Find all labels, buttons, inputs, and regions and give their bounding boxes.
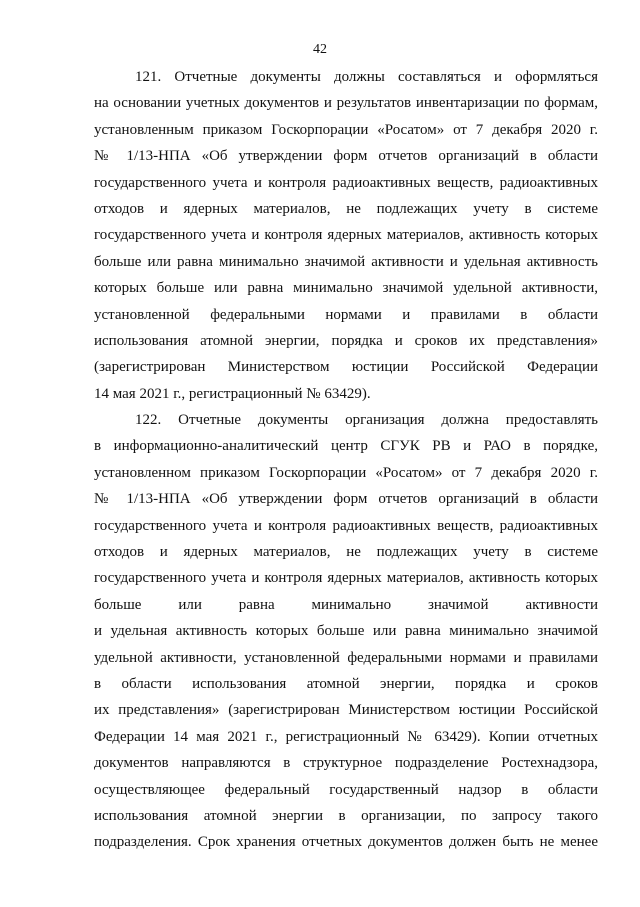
document-body <box>94 64 598 856</box>
paragraph-line: государственного учета и контроля ядерных материалов, активность которых <box>94 570 598 587</box>
paragraph-line: документов направляются в структурное подразделение Ростехнадзора, <box>94 755 598 772</box>
paragraph-line: отходов и ядерных материалов, не подлежащих учету в системе <box>94 200 598 217</box>
paragraph-line: № 1/13-НПА «Об утверждении форм отчетов организаций в области <box>94 491 598 508</box>
paragraph-line: Федерации 14 мая 2021 г., регистрационный № 63429). Копии отчетных <box>94 728 598 745</box>
page-number: 42 <box>313 42 327 57</box>
paragraph-line: в информационно-аналитический центр СГУК РВ и РАО в порядке, <box>94 438 598 455</box>
paragraph-121 <box>94 64 598 407</box>
paragraph-line: установленном приказом Госкорпорации «Росатом» от 7 декабря 2020 г. <box>94 464 598 481</box>
paragraph-line: государственного учета и контроля радиоактивных веществ, радиоактивных <box>94 517 598 534</box>
paragraph-line: № 1/13-НПА «Об утверждении форм отчетов организаций в области <box>94 148 598 165</box>
paragraph-line: 14 мая 2021 г., регистрационный № 63429). <box>94 385 371 402</box>
paragraph-line: их представления» (зарегистрирован Министерством юстиции Российской <box>94 702 598 719</box>
paragraph-line: 122. Отчетные документы организация должна предоставлять <box>135 412 598 429</box>
paragraph-line: больше или равна минимально значимой активности и удельная активность <box>94 253 598 270</box>
paragraph-line: установленной федеральными нормами и правилами в области <box>94 306 598 323</box>
paragraph-line: в области использования атомной энергии, порядка и сроков <box>94 675 598 692</box>
paragraph-line: отходов и ядерных материалов, не подлежащих учету в системе <box>94 544 598 561</box>
paragraph-line: государственного учета и контроля радиоактивных веществ, радиоактивных <box>94 174 598 191</box>
paragraph-line: использования атомной энергии в организации, по запросу такого <box>94 807 598 824</box>
paragraph-line: и удельная активность которых больше или равна минимально значимой <box>94 623 598 640</box>
paragraph-122 <box>94 407 598 856</box>
paragraph-line: использования атомной энергии, порядка и сроков их представления» <box>94 332 598 349</box>
paragraph-line: подразделения. Срок хранения отчетных документов должен быть не менее <box>94 834 598 851</box>
paragraph-line: (зарегистрирован Министерством юстиции Российской Федерации <box>94 359 598 376</box>
paragraph-line: осуществляющее федеральный государственный надзор в области <box>94 781 598 798</box>
paragraph-line: которых больше или равна минимально значимой удельной активности, <box>94 280 598 297</box>
paragraph-line: больше или равна минимально значимой активности <box>94 596 598 613</box>
paragraph-line: удельной активности, установленной федеральными нормами и правилами <box>94 649 598 666</box>
paragraph-line: на основании учетных документов и результатов инвентаризации по формам, <box>94 95 598 112</box>
paragraph-line: установленным приказом Госкорпорации «Росатом» от 7 декабря 2020 г. <box>94 121 598 138</box>
paragraph-line: 121. Отчетные документы должны составляться и оформляться <box>135 69 598 85</box>
paragraph-line: государственного учета и контроля ядерных материалов, активность которых <box>94 227 598 244</box>
